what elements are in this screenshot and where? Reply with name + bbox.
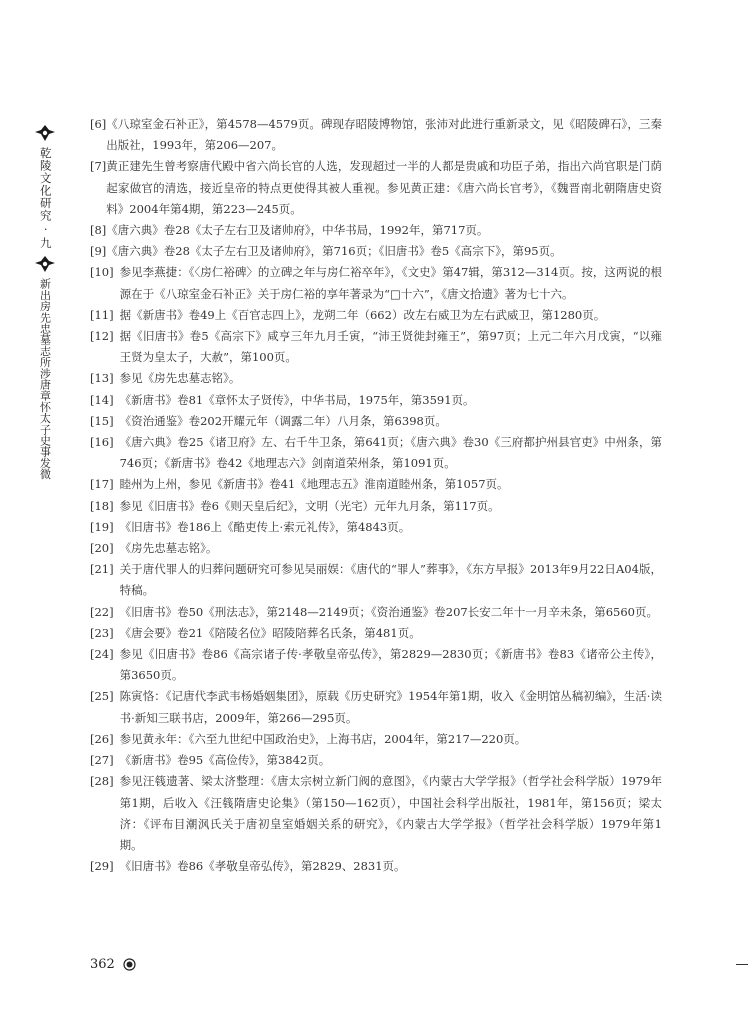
endnote-text: 《唐六典》卷25《诸卫府》左、右千牛卫条，第641页；《唐六典》卷30《三府都护州县官吏》中州条，第746页；《新唐书》卷42《地理志六》剑南道荣州条，第1091页。 [119,435,662,471]
endnote-item [90,517,662,538]
endnote-marker: [21] [90,562,114,577]
article-title: 新出房先忠墓志所涉唐章怀太子史事发微 [38,277,52,480]
top-ornament-icon [34,124,56,142]
endnote-item [90,771,662,856]
endnote-text: 据《新唐书》卷49上《百官志四上》，龙朔二年（662）改左右威卫为左右武威卫，第1280页。 [119,307,606,322]
running-head-sidebar [30,124,60,484]
endnote-text: 参见《旧唐书》卷86《高宗诸子传·孝敬皇帝弘传》，第2829—2830页；《新唐书》卷83《诸帝公主传》，第3650页。 [119,647,662,683]
endnote-text: 参见李燕捷：《〈房仁裕碑〉的立碑之年与房仁裕卒年》，《文史》第47辑，第312—314页。按，这两说的根源在于《八琼室金石补正》关于房仁裕的享年著录为“□十六”，《唐文拾遗》著为七十六。 [119,265,662,301]
endnote-text: 《房先忠墓志铭》。 [119,541,218,556]
endnote-marker: [26] [90,731,114,746]
endnote-text: 参见《旧唐书》卷6《则天皇后纪》，文明（光宅）元年九月条，第117页。 [119,498,500,513]
journal-title: 乾陵文化研究·九 [38,147,53,250]
endnote-text: 《新唐书》卷95《高俭传》，第3842页。 [119,753,331,768]
endnote-text: 《唐六典》卷28《太子左右卫及诸帅府》，第716页；《旧唐书》卷5《高宗下》，第95页。 [106,244,562,259]
endnotes-list [90,114,662,877]
endnote-marker: [11] [90,307,114,322]
endnote-text: 《唐会要》卷21《陪陵名位》昭陵陪葬名氏条，第481页。 [119,625,421,640]
endnote-item [90,623,662,644]
endnote-text: 《新唐书》卷81《章怀太子贤传》，中华书局，1975年，第3591页。 [119,392,475,407]
endnote-marker: [6] [90,117,107,131]
endnote-marker: [7] [90,159,107,174]
endnote-text: 《资治通鉴》卷202开耀元年（调露二年）八月条，第6398页。 [119,413,447,428]
endnote-item [90,496,662,517]
endnote-item [90,326,662,368]
endnote-marker: [15] [90,413,114,428]
endnote-marker: [9] [90,244,107,259]
endnote-text: 《旧唐书》卷186上《酷吏传上·索元礼传》，第4843页。 [119,519,411,534]
endnote-item [90,538,662,559]
endnote-marker: [8] [90,223,107,238]
endnote-text: 《唐六典》卷28《太子左右卫及诸帅府》，中华书局，1992年，第717页。 [106,223,489,238]
page-number: 362 [90,957,115,972]
endnote-item [90,262,662,304]
endnote-item [90,390,662,411]
endnote-text: 据《旧唐书》卷5《高宗下》咸亨三年九月壬寅，“沛王贤徙封雍王”，第97页；上元二年六月戊寅，“以雍王贤为皇太子，大赦”，第100页。 [119,329,662,365]
endnote-item [90,368,662,389]
endnote-text: 睦州为上州，参见《新唐书》卷41《地理志五》淮南道睦州条，第1057页。 [119,477,509,492]
endnote-marker: [14] [90,392,114,407]
endnote-text: 参见汪篯遗著、梁太济整理：《唐太宗树立新门阀的意图》，《内蒙古大学学报》（哲学社会科学版）1979年第1期，后收入《汪篯隋唐史论集》（第150—162页），中国社会科学出版社，1981年，第156页；梁太济：《评布目潮沨氏关于唐初皇室婚姻关系的研究》，《内蒙古大学学报》（哲学社会科学版）1979年第1期。 [119,774,662,852]
endnote-marker: [24] [90,647,114,662]
endnote-item [90,644,662,686]
endnote-marker: [12] [90,329,114,344]
endnote-item [90,411,662,432]
endnote-marker: [28] [90,774,114,789]
endnote-item [90,474,662,495]
endnote-item [90,432,662,474]
endnote-item [90,602,662,623]
endnote-item [90,686,662,728]
endnote-marker: [16] [90,435,114,450]
endnote-item [90,729,662,750]
endnote-item [90,856,662,877]
page-footer [90,957,136,972]
endnote-marker: [10] [90,265,114,280]
endnote-text: 《旧唐书》卷50《刑法志》，第2148—2149页；《资治通鉴》卷207长安二年十一月辛未条，第6560页。 [119,604,658,619]
endnote-marker: [18] [90,498,114,513]
endnote-marker: [27] [90,753,114,768]
endnote-text: 参见《房先忠墓志铭》。 [119,371,241,386]
endnote-item [90,156,662,220]
endnote-marker: [19] [90,519,114,534]
endnote-marker: [17] [90,477,114,492]
endnote-marker: [25] [90,689,114,704]
endnote-marker: [29] [90,859,114,874]
endnote-text: 关于唐代罪人的归葬问题研究可参见吴丽娱：《唐代的“罪人”葬事》，《东方早报》2013年9月22日A04版，特稿。 [119,562,662,598]
endnote-marker: [23] [90,625,114,640]
endnote-text: 参见黄永年：《六至九世纪中国政治史》，上海书店，2004年，第217—220页。 [119,731,527,746]
endnote-item [90,220,662,241]
endnote-item [90,241,662,262]
circle-bullet-icon [123,958,136,971]
endnote-marker: [22] [90,604,114,619]
endnote-item [90,750,662,771]
endnote-text: 黄正建先生曾考察唐代殿中省六尚长官的人选，发现超过一半的人都是贵戚和功臣子弟，指出六尚官职是门荫起家做官的清选，接近皇帝的特点更使得其被人重视。参见黄正建：《唐六尚长官考》，《魏晋南北朝隋唐史资料》2004年第4期，第223—245页。 [106,159,662,216]
endnote-text: 《八琼室金石补正》，第4578—4579页。碑现存昭陵博物馆，张沛对此进行重新录文，见《昭陵碑石》，三秦出版社，1993年，第206—207。 [106,117,662,153]
endnote-marker: [13] [90,371,114,386]
endnote-text: 陈寅恪：《记唐代李武韦杨婚姻集团》，原载《历史研究》1954年第1期，收入《金明馆丛稿初编》，生活·读书·新知三联书店，2009年，第266—295页。 [119,689,662,725]
endnote-item [90,559,662,601]
crop-mark [736,964,748,965]
endnote-item [90,114,662,156]
middle-ornament-icon [34,255,56,273]
endnote-marker: [20] [90,541,114,556]
endnote-text: 《旧唐书》卷86《孝敬皇帝弘传》，第2829、2831页。 [119,859,406,874]
endnote-item [90,305,662,326]
